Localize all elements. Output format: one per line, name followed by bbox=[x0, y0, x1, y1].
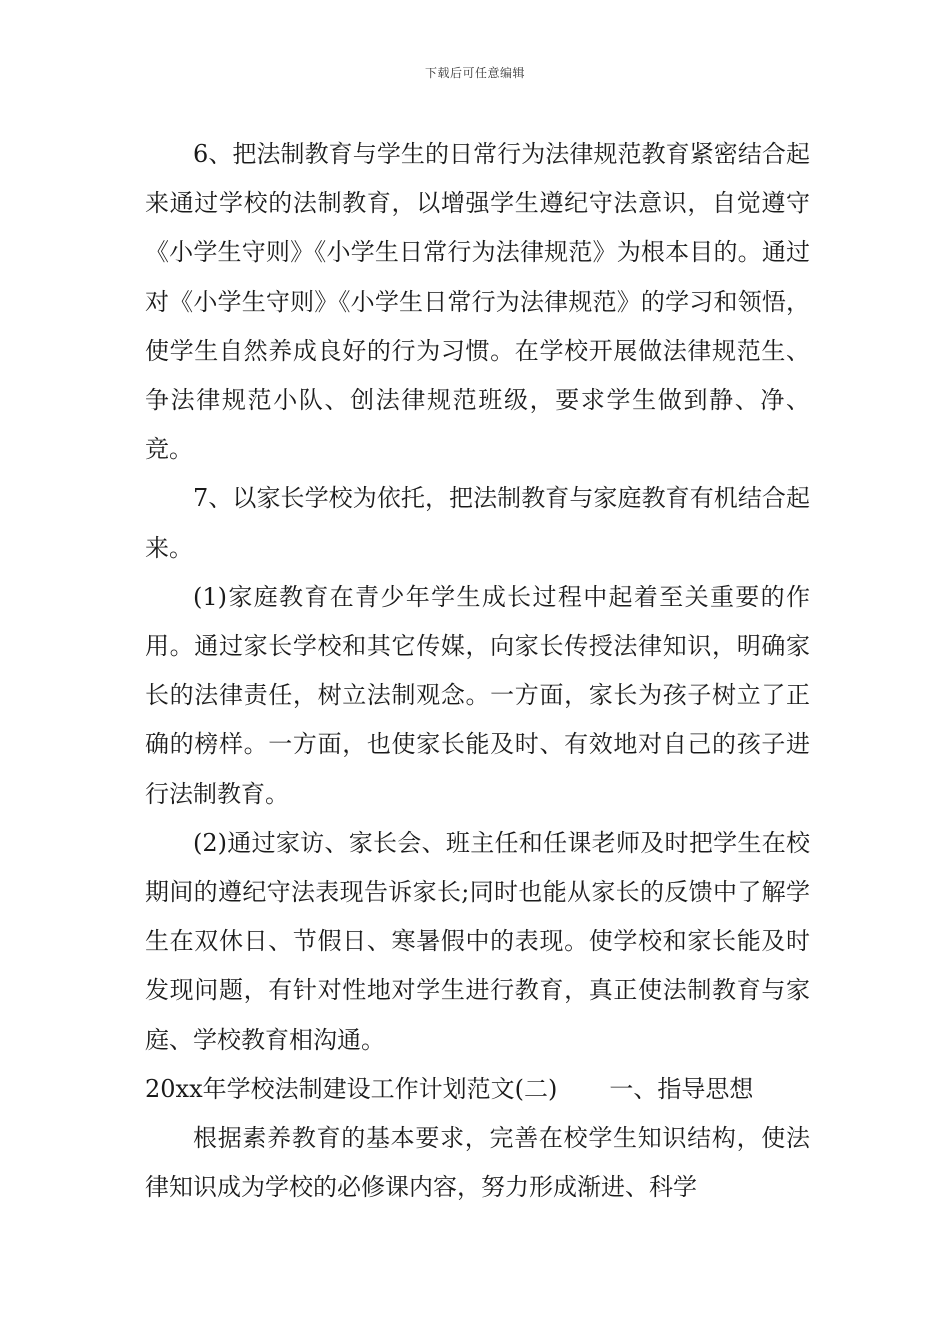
paragraph-item-6: 6、把法制教育与学生的日常行为法律规范教育紧密结合起来通过学校的法制教育，以增强学生遵纪守法意识，自觉遵守《小学生守则》《小学生日常行为法律规范》为根本目的。通过对《小学生守则》《小学生日常行为法律规范》的学习和领悟，使学生自然养成良好的行为习惯。在学校开展做法律规范生、争法律规范小队、创法律规范班级，要求学生做到静、净、竞。 bbox=[145, 140, 810, 464]
paragraph-guiding-thought: 根据素养教育的基本要求，完善在校学生知识结构，使法律知识成为学校的必修课内容，努力形成渐进、科学 bbox=[145, 1124, 810, 1202]
section-title-line bbox=[145, 1065, 810, 1114]
paragraph-subitem-2: (2)通过家访、家长会、班主任和任课老师及时把学生在校期间的遵纪守法表现告诉家长;同时也能从家长的反馈中了解学生在双休日、节假日、寒暑假中的表现。使学校和家长能及时发现问题，有针对性地对学生进行教育，真正使法制教育与家庭、学校教育相沟通。 bbox=[145, 828, 810, 1054]
paragraph-subitem-1: (1)家庭教育在青少年学生成长过程中起着至关重要的作用。通过家长学校和其它传媒，向家长传授法律知识，明确家长的法律责任，树立法制观念。一方面，家长为孩子树立了正确的榜样。一方面，也使家长能及时、有效地对自己的孩子进行法制教育。 bbox=[145, 582, 810, 808]
section-heading: 一、指导思想 bbox=[609, 1074, 754, 1103]
page-header: 下载后可任意编辑 bbox=[424, 66, 525, 80]
paragraph-item-7: 7、以家长学校为依托，把法制教育与家庭教育有机结合起来。 bbox=[145, 484, 810, 562]
section-title: 20xx年学校法制建设工作计划范文(二) bbox=[145, 1074, 558, 1103]
document-body bbox=[145, 130, 810, 1212]
